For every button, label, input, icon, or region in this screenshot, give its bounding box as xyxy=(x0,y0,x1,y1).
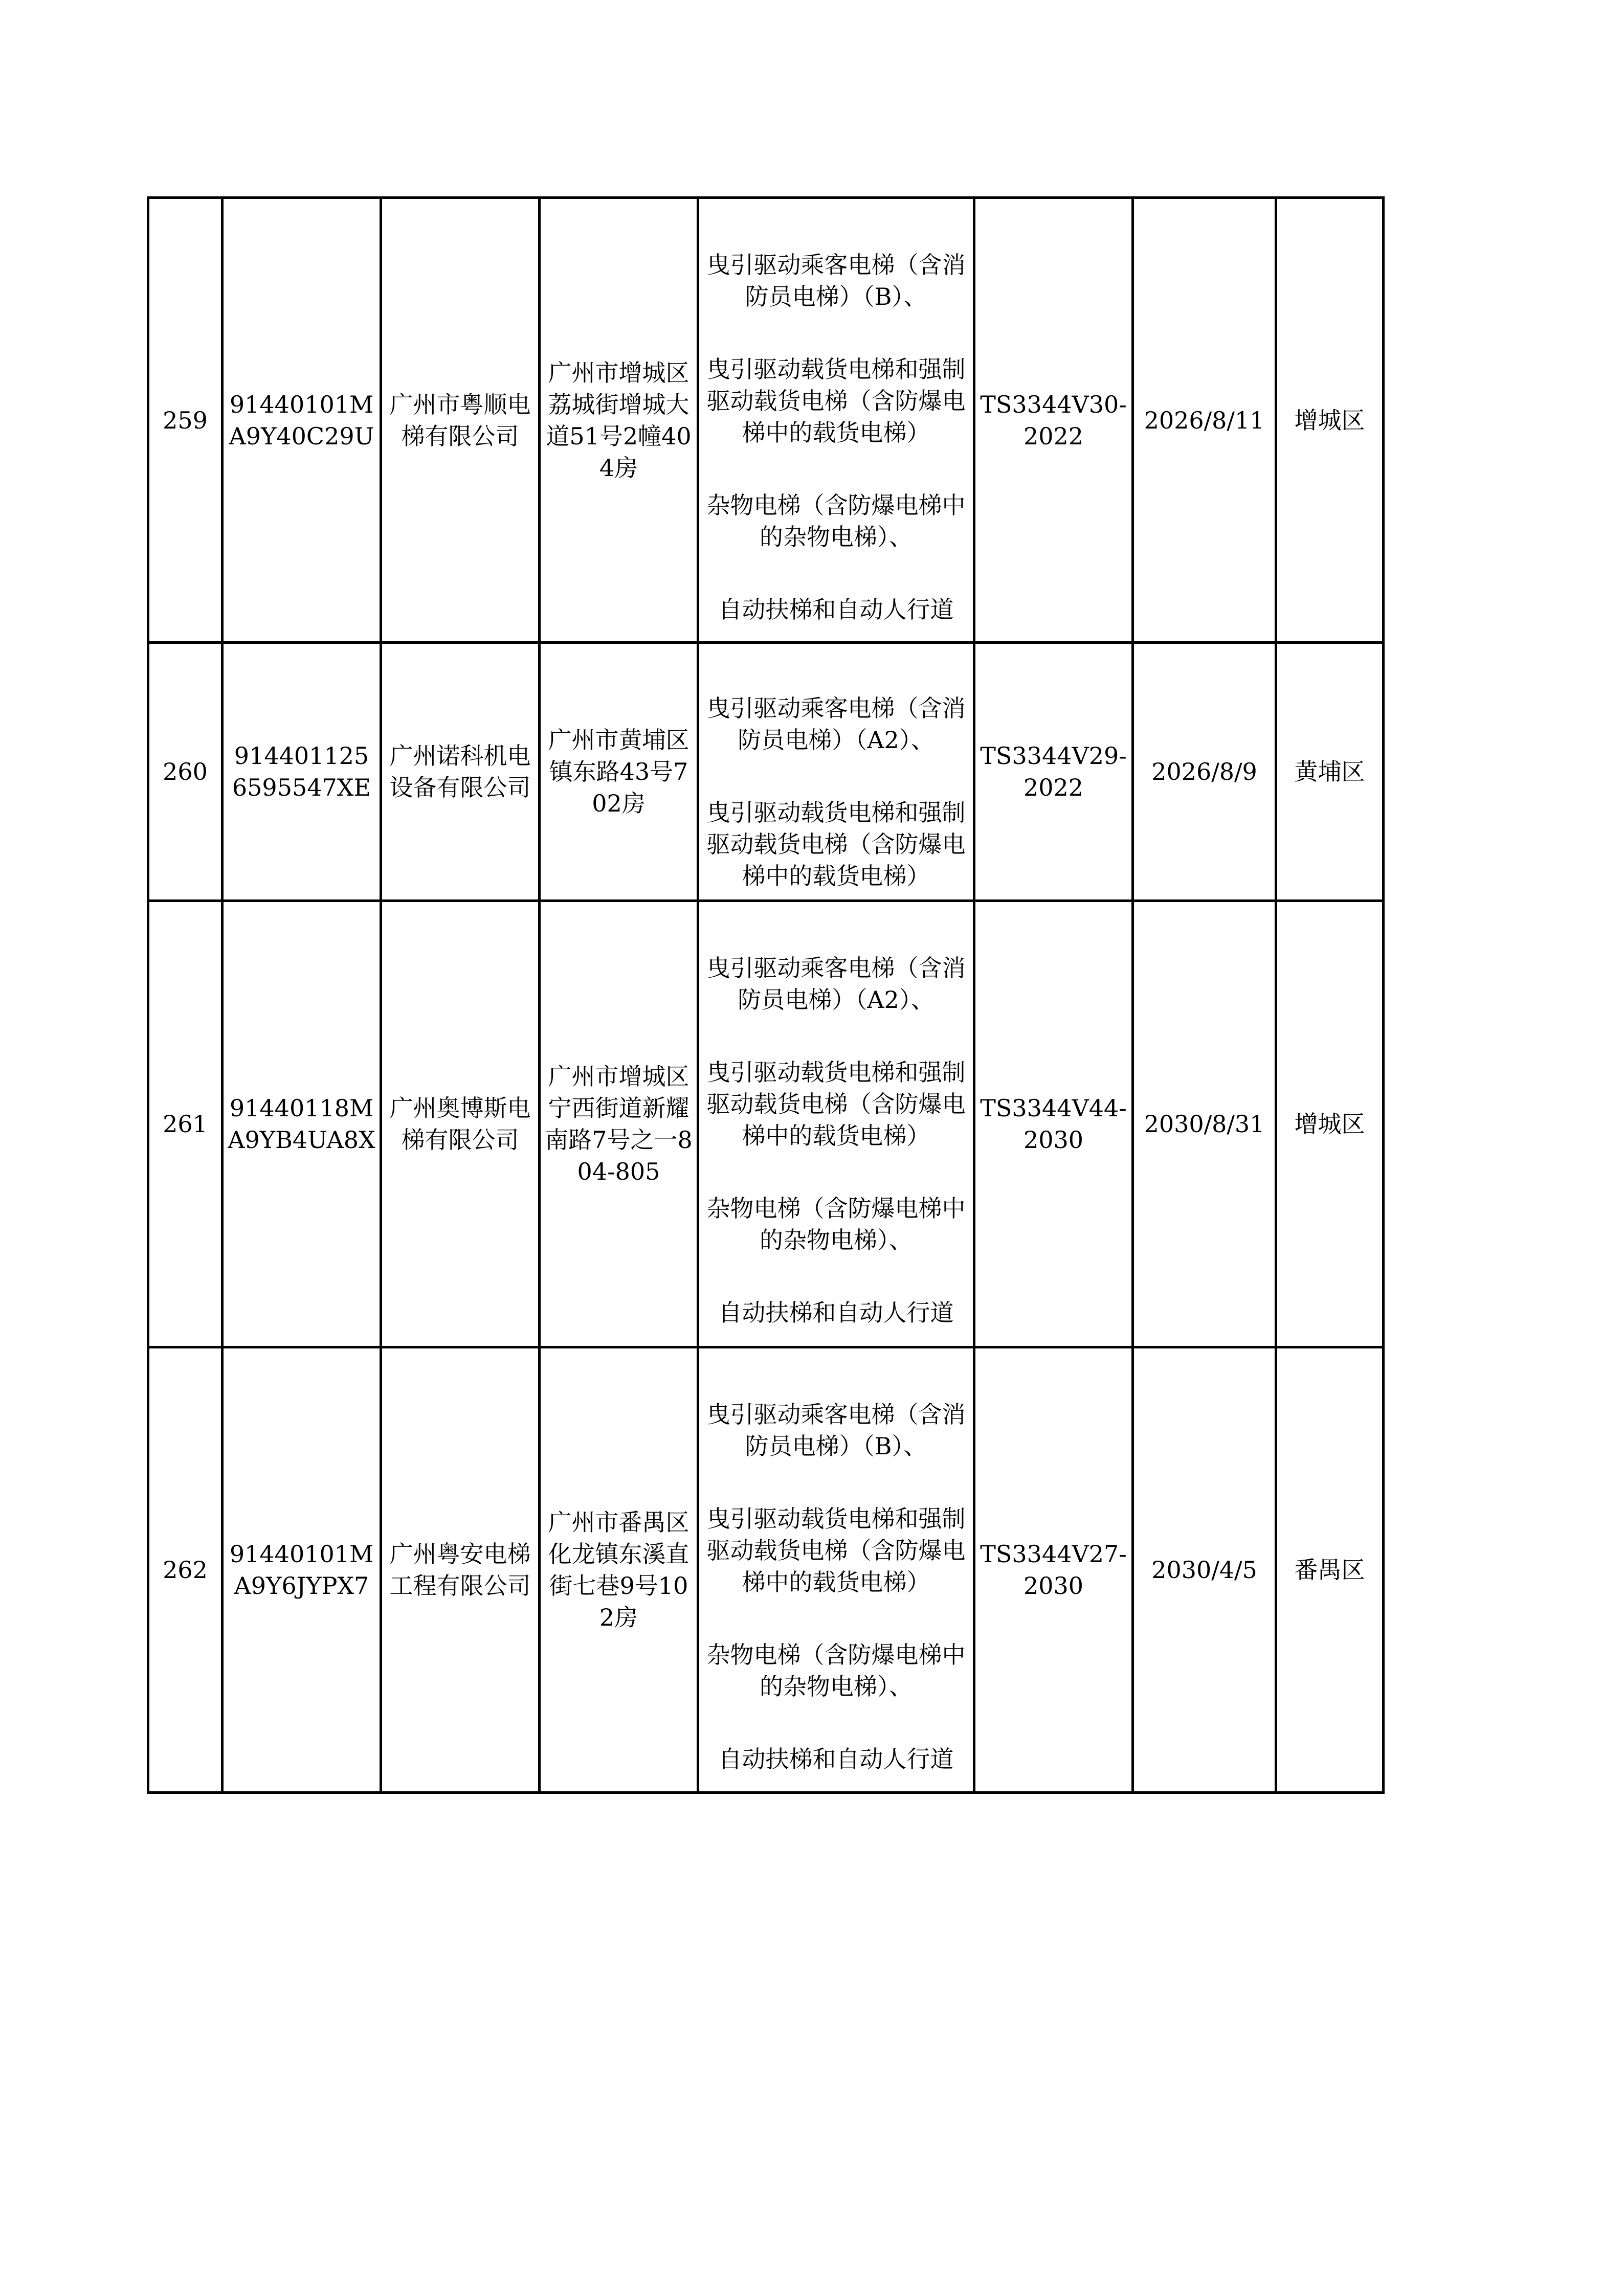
license-scope xyxy=(698,901,974,1347)
scope-item: 曳引驱动乘客电梯（含消防员电梯）（B）、 xyxy=(706,251,966,310)
company-name: 广州市粤顺电梯有限公司 xyxy=(381,198,540,643)
row-number: 262 xyxy=(148,1347,223,1793)
expiry-date: 2030/8/31 xyxy=(1133,901,1276,1347)
scope-item: 曳引驱动乘客电梯（含消防员电梯）（B）、 xyxy=(706,1401,966,1460)
table-row xyxy=(148,901,1384,1347)
certificate-number: TS3344V44-2030 xyxy=(974,901,1133,1347)
credit-code: 9144011256595547XE xyxy=(223,643,381,901)
license-table xyxy=(147,196,1385,1794)
table-row xyxy=(148,1347,1384,1793)
expiry-date: 2026/8/9 xyxy=(1133,643,1276,901)
scope-item: 曳引驱动乘客电梯（含消防员电梯）（A2）、 xyxy=(706,694,966,754)
scope-item: 自动扶梯和自动人行道 xyxy=(718,1745,954,1773)
scope-item: 杂物电梯（含防爆电梯中的杂物电梯）、 xyxy=(706,491,966,551)
certificate-number: TS3344V27-2030 xyxy=(974,1347,1133,1793)
license-scope xyxy=(698,1347,974,1793)
scope-item: 曳引驱动载货电梯和强制驱动载货电梯（含防爆电梯中的载货电梯） xyxy=(706,799,966,890)
certificate-number: TS3344V29-2022 xyxy=(974,643,1133,901)
company-address: 广州市增城区荔城街增城大道51号2幢404房 xyxy=(540,198,698,643)
expiry-date: 2030/4/5 xyxy=(1133,1347,1276,1793)
scope-item: 曳引驱动载货电梯和强制驱动载货电梯（含防爆电梯中的载货电梯） xyxy=(706,1059,966,1150)
table-row xyxy=(148,198,1384,643)
certificate-number: TS3344V30-2022 xyxy=(974,198,1133,643)
credit-code: 91440101MA9Y40C29U xyxy=(223,198,381,643)
row-number: 260 xyxy=(148,643,223,901)
row-number: 261 xyxy=(148,901,223,1347)
scope-item: 曳引驱动乘客电梯（含消防员电梯）（A2）、 xyxy=(706,954,966,1014)
district: 番禺区 xyxy=(1276,1347,1384,1793)
company-address: 广州市番禺区化龙镇东溪直街七巷9号102房 xyxy=(540,1347,698,1793)
license-scope xyxy=(698,643,974,901)
scope-item: 曳引驱动载货电梯和强制驱动载货电梯（含防爆电梯中的载货电梯） xyxy=(706,355,966,446)
scope-item: 自动扶梯和自动人行道 xyxy=(718,1299,954,1326)
scope-item: 自动扶梯和自动人行道 xyxy=(718,596,954,623)
company-address: 广州市黄埔区镇东路43号702房 xyxy=(540,643,698,901)
district: 增城区 xyxy=(1276,198,1384,643)
company-name: 广州奥博斯电梯有限公司 xyxy=(381,901,540,1347)
scope-item: 曳引驱动载货电梯和强制驱动载货电梯（含防爆电梯中的载货电梯） xyxy=(706,1505,966,1596)
credit-code: 91440101MA9Y6JYPX7 xyxy=(223,1347,381,1793)
company-name: 广州粤安电梯工程有限公司 xyxy=(381,1347,540,1793)
district: 黄埔区 xyxy=(1276,643,1384,901)
scope-item: 杂物电梯（含防爆电梯中的杂物电梯）、 xyxy=(706,1195,966,1254)
expiry-date: 2026/8/11 xyxy=(1133,198,1276,643)
license-scope xyxy=(698,198,974,643)
company-name: 广州诺科机电设备有限公司 xyxy=(381,643,540,901)
row-number: 259 xyxy=(148,198,223,643)
credit-code: 91440118MA9YB4UA8X xyxy=(223,901,381,1347)
table-row xyxy=(148,643,1384,901)
scope-item: 杂物电梯（含防爆电梯中的杂物电梯）、 xyxy=(706,1641,966,1700)
company-address: 广州市增城区宁西街道新耀南路7号之一804-805 xyxy=(540,901,698,1347)
district: 增城区 xyxy=(1276,901,1384,1347)
